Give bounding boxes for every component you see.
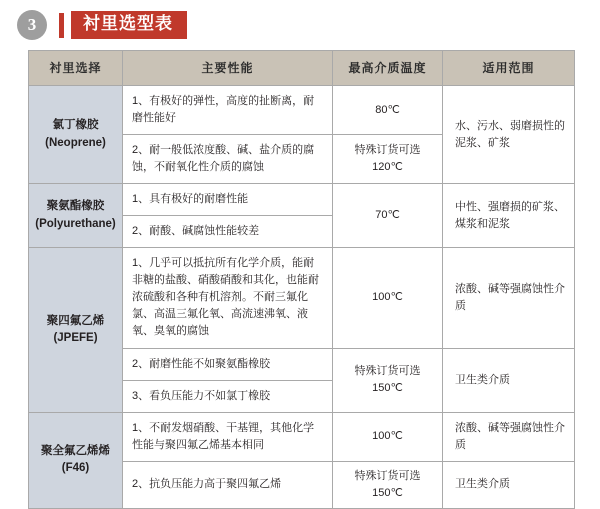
cell-max-temperature: 特殊订货可选 150℃ xyxy=(333,348,443,412)
cell-performance: 1、不耐发烟硝酸、干基锂，其他化学性能与聚四氟乙烯基本相同 xyxy=(123,412,333,461)
cell-application-scope: 卫生类介质 xyxy=(443,461,575,508)
table-row xyxy=(29,86,575,135)
cell-max-temperature: 特殊订货可选 120℃ xyxy=(333,135,443,184)
table-row xyxy=(29,412,575,461)
table-body xyxy=(29,86,575,509)
cell-performance: 1、几乎可以抵抗所有化学介质，能耐非糖的盐酸、硝酸硝酸和其化，也能耐浓硫酸和各种有机溶剂。不耐三氟化氯、高温三氟化氧、高流速沸氧、液氧、臭氧的腐蚀 xyxy=(123,248,333,348)
cell-max-temperature: 特殊订货可选 150℃ xyxy=(333,461,443,508)
cell-lining-category: 聚四氟乙烯 (JPEFE) xyxy=(29,248,123,412)
cell-lining-category: 聚全氟乙烯烯 (F46) xyxy=(29,412,123,508)
cell-performance: 1、具有极好的耐磨性能 xyxy=(123,184,333,216)
page-header xyxy=(17,8,187,42)
cell-application-scope: 水、污水、弱磨损性的泥浆、矿浆 xyxy=(443,86,575,184)
cell-application-scope: 浓酸、碱等强腐蚀性介质 xyxy=(443,412,575,461)
cell-performance: 1、有极好的弹性，高度的扯断离，耐磨性能好 xyxy=(123,86,333,135)
section-number-badge: 3 xyxy=(17,10,47,40)
cell-max-temperature: 100℃ xyxy=(333,248,443,348)
table-head xyxy=(29,51,575,86)
cell-performance: 2、抗负压能力高于聚四氟乙烯 xyxy=(123,461,333,508)
header-cell-performance: 主要性能 xyxy=(123,51,333,86)
title-accent-bar xyxy=(59,13,64,38)
page-title: 衬里选型表 xyxy=(71,11,187,39)
table-row xyxy=(29,248,575,348)
cell-max-temperature: 100℃ xyxy=(333,412,443,461)
cell-performance: 2、耐一般低浓度酸、碱、盐介质的腐蚀，不耐氧化性介质的腐蚀 xyxy=(123,135,333,184)
header-cell-scope: 适用范围 xyxy=(443,51,575,86)
lining-selection-table xyxy=(28,50,575,509)
cell-application-scope: 卫生类介质 xyxy=(443,348,575,412)
title-wrapper xyxy=(59,11,187,39)
cell-max-temperature: 80℃ xyxy=(333,86,443,135)
header-cell-category: 衬里选择 xyxy=(29,51,123,86)
cell-lining-category: 氯丁橡胶 (Neoprene) xyxy=(29,86,123,184)
cell-performance: 3、看负压能力不如氯丁橡胶 xyxy=(123,380,333,412)
table-header-row xyxy=(29,51,575,86)
cell-application-scope: 浓酸、碱等强腐蚀性介质 xyxy=(443,248,575,348)
table-row xyxy=(29,184,575,216)
cell-performance: 2、耐磨性能不如聚氨酯橡胶 xyxy=(123,348,333,380)
cell-application-scope: 中性、强磨损的矿浆、煤浆和泥浆 xyxy=(443,184,575,248)
cell-max-temperature: 70℃ xyxy=(333,184,443,248)
header-cell-max-temperature: 最高介质温度 xyxy=(333,51,443,86)
cell-performance: 2、耐酸、碱腐蚀性能较差 xyxy=(123,216,333,248)
cell-lining-category: 聚氨酯橡胶 (Polyurethane) xyxy=(29,184,123,248)
